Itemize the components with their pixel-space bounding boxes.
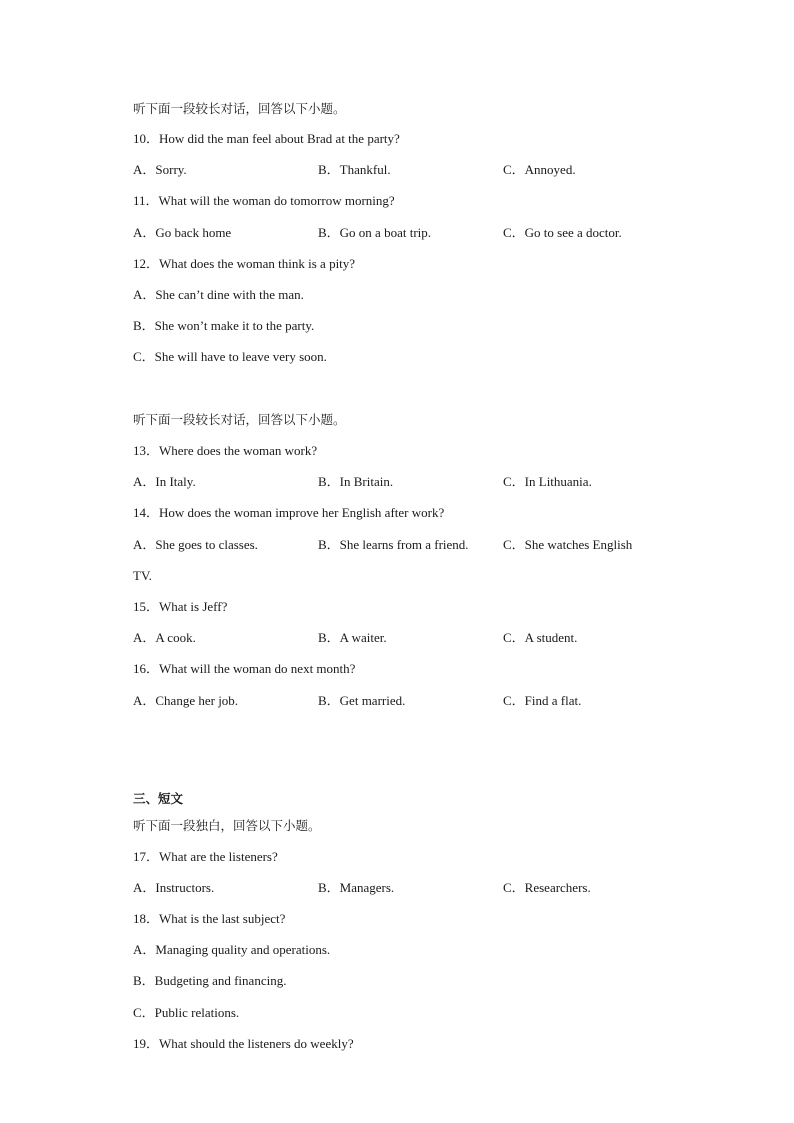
question-12: [133, 256, 355, 272]
question-text: What does the woman think is a pity?: [159, 256, 356, 271]
question-19: [133, 1036, 354, 1052]
option-c: C．Find a flat.: [503, 693, 582, 708]
option-b: B．She learns from a friend.: [318, 537, 469, 552]
option-c: C．She watches English: [503, 537, 633, 552]
question-text: What will the woman do next month?: [159, 661, 356, 676]
question-text: What is Jeff?: [159, 599, 228, 614]
option-b: B．Managers.: [318, 880, 395, 895]
question-14: [133, 505, 444, 521]
question-text: What is the last subject?: [159, 911, 286, 926]
question-text: What should the listeners do weekly?: [159, 1036, 354, 1051]
option-b: B．Get married.: [318, 693, 406, 708]
question-text: What will the woman do tomorrow morning?: [158, 193, 395, 208]
option-c: C．Public relations.: [133, 1005, 240, 1020]
option-a: A．Sorry.: [133, 162, 187, 177]
question-17: [133, 849, 278, 865]
option-b: B．Go on a boat trip.: [318, 225, 432, 240]
question-number: 18．: [133, 911, 160, 926]
question-15: [133, 599, 227, 615]
section-3-heading: 听下面一段独白，回答以下小题。: [133, 818, 321, 833]
question-number: 19．: [133, 1036, 160, 1051]
section-3-title: 三、短文: [133, 791, 184, 806]
option-a: A．A cook.: [133, 630, 196, 645]
option-b: B．She won’t make it to the party.: [133, 318, 315, 333]
option-a: A．Go back home: [133, 225, 232, 240]
option-a: A．In Italy.: [133, 474, 196, 489]
option-c: C．Annoyed.: [503, 162, 576, 177]
question-text: How does the woman improve her English after work?: [159, 505, 445, 520]
question-number: 12．: [133, 256, 160, 271]
section-1-heading: 听下面一段较长对话，回答以下小题。: [133, 101, 346, 116]
question-number: 14．: [133, 505, 160, 520]
option-c: C．Researchers.: [503, 880, 591, 895]
section-2-heading: 听下面一段较长对话，回答以下小题。: [133, 412, 346, 427]
question-text: What are the listeners?: [159, 849, 278, 864]
question-11: [133, 193, 395, 209]
option-c: C．Go to see a doctor.: [503, 225, 622, 240]
option-c: C．She will have to leave very soon.: [133, 349, 327, 364]
option-c: C．A student.: [503, 630, 578, 645]
option-c-wrap: TV.: [133, 568, 152, 583]
question-10: [133, 131, 400, 147]
question-text: How did the man feel about Brad at the party?: [159, 131, 400, 146]
option-a: A．Change her job.: [133, 693, 239, 708]
option-a: A．She can’t dine with the man.: [133, 287, 304, 302]
option-b: B．Budgeting and financing.: [133, 973, 287, 988]
question-number: 16．: [133, 661, 160, 676]
question-number: 15．: [133, 599, 160, 614]
question-number: 10．: [133, 131, 160, 146]
option-a: A．She goes to classes.: [133, 537, 258, 552]
question-13: [133, 443, 317, 459]
option-a: A．Managing quality and operations.: [133, 942, 331, 957]
option-a: A．Instructors.: [133, 880, 215, 895]
option-b: B．Thankful.: [318, 162, 391, 177]
option-b: B．In Britain.: [318, 474, 394, 489]
question-18: [133, 911, 285, 927]
question-text: Where does the woman work?: [159, 443, 318, 458]
option-c: C．In Lithuania.: [503, 474, 592, 489]
question-number: 17．: [133, 849, 160, 864]
question-number: 11．: [133, 193, 159, 208]
question-16: [133, 661, 355, 677]
question-number: 13．: [133, 443, 160, 458]
option-b: B．A waiter.: [318, 630, 387, 645]
